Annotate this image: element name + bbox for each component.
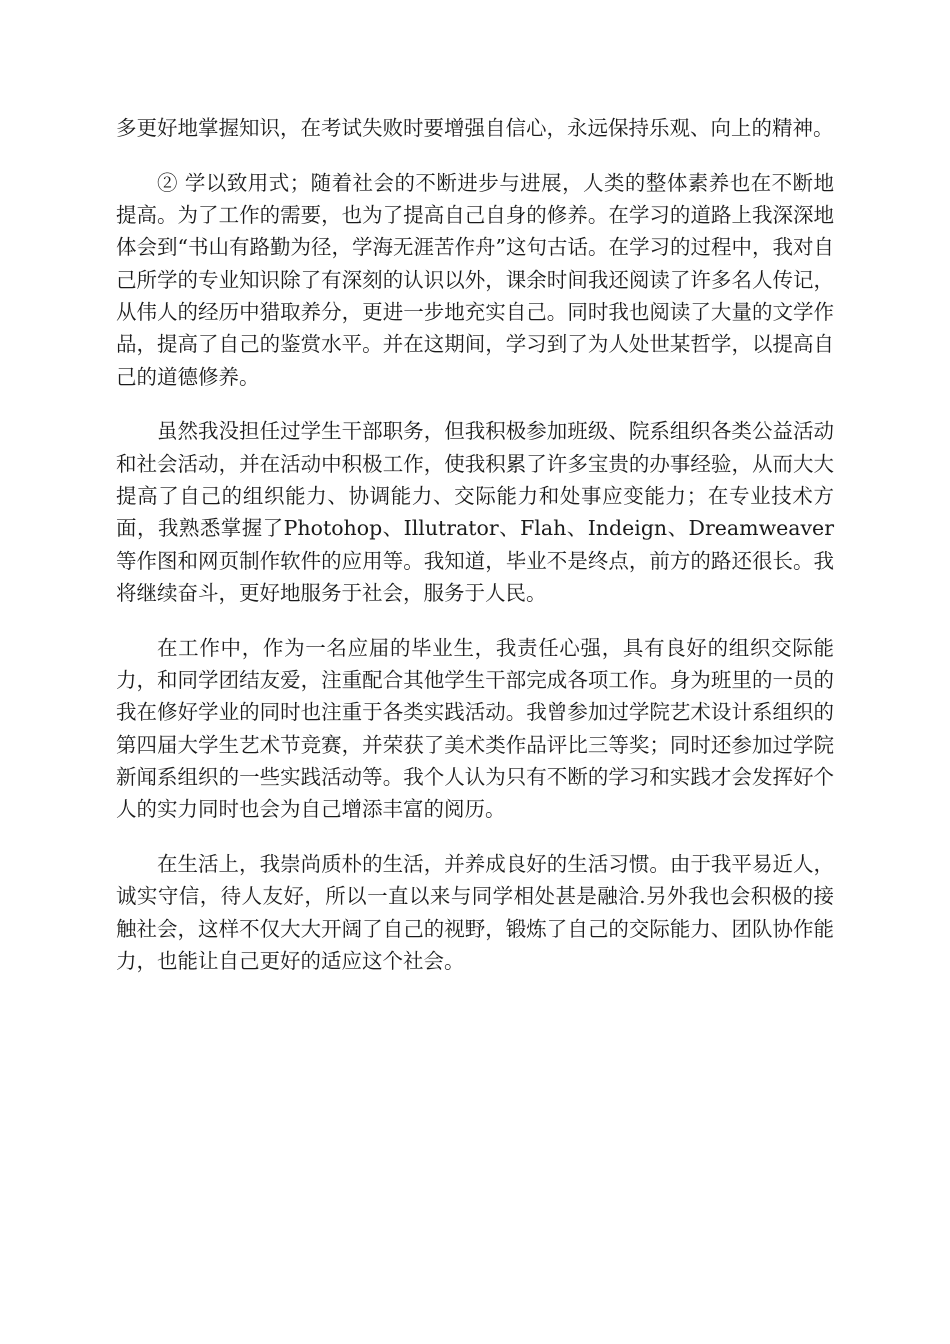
paragraph-work-practice: 在工作中，作为一名应届的毕业生，我责任心强，具有良好的组织交际能力，和同学团结友爱，注重配合其他学生干部完成各项工作。身为班里的一员的我在修好学业的同时也注重于各类实践活动。我曾参加过学院艺术设计系组织的第四届大学生艺术节竞赛，并荣获了美术类作品评比三等奖；同时还参加过学院新闻系组织的一些实践活动等。我个人认为只有不断的学习和实践才会发挥好个人的实力同时也会为自己增添丰富的阅历。 bbox=[116, 635, 834, 822]
document-page bbox=[116, 112, 834, 1000]
paragraph-study-application: ② 学以致用式；随着社会的不断进步与进展，人类的整体素养也在不断地提高。为了工作的需要，也为了提高自己自身的修养。在学习的道路上我深深地体会到“书山有路勤为径，学海无涯苦作舟”这句古话。在学习的过程中，我对自己所学的专业知识除了有深刻的认识以外，课余时间我还阅读了许多名人传记，从伟人的经历中猎取养分，更进一步地充实自己。同时我也阅读了大量的文学作品，提高了自己的鉴赏水平。并在这期间，学习到了为人处世某哲学，以提高自己的道德修养。 bbox=[116, 170, 834, 389]
paragraph-activities-skills: 虽然我没担任过学生干部职务，但我积极参加班级、院系组织各类公益活动和社会活动，并在活动中积极工作，使我积累了许多宝贵的办事经验，从而大大提高了自己的组织能力、协调能力、交际能力和处事应变能力；在专业技术方面，我熟悉掌握了Photohop、Illutrator、Flah、Indeign、Dreamweaver等作图和网页制作软件的应用等。我知道，毕业不是终点，前方的路还很长。我将继续奋斗，更好地服务于社会，服务于人民。 bbox=[116, 419, 834, 605]
paragraph-continuation: 多更好地掌握知识，在考试失败时要增强自信心，永远保持乐观、向上的精神。 bbox=[116, 116, 834, 140]
paragraph-life: 在生活上，我崇尚质朴的生活，并养成良好的生活习惯。由于我平易近人，诚实守信，待人友好，所以一直以来与同学相处甚是融洽.另外我也会积极的接触社会，这样不仅大大开阔了自己的视野，锻炼了自己的交际能力、团队协作能力，也能让自己更好的适应这个社会。 bbox=[116, 851, 834, 973]
